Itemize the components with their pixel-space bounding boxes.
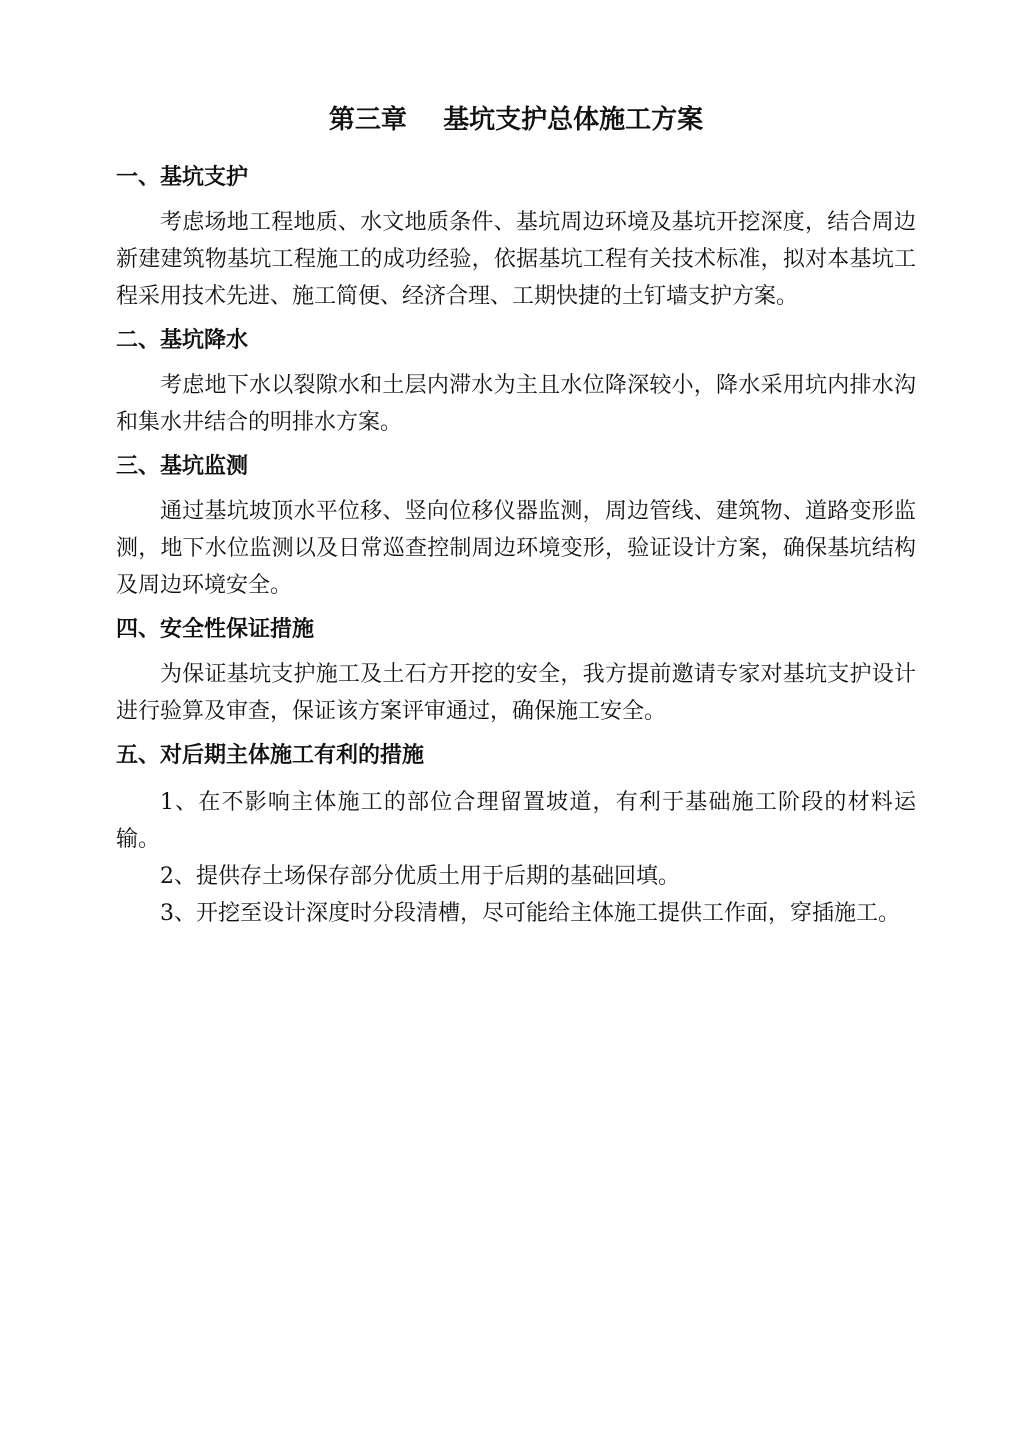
section-paragraph-2: 考虑地下水以裂隙水和土层内滞水为主且水位降深较小，降水采用坑内排水沟和集水井结合的明排水方案。 <box>116 373 916 435</box>
section-heading-1: 一、基坑支护 <box>116 164 249 190</box>
section-paragraph-1: 考虑场地工程地质、水文地质条件、基坑周边环境及基坑开挖深度，结合周边新建建筑物基坑工程施工的成功经验，依据基坑工程有关技术标准，拟对本基坑工程采用技术先进、施工简便、经济合理、工期快捷的土钉墙支护方案。 <box>116 210 916 309</box>
section-paragraph-4: 为保证基坑支护施工及土石方开挖的安全，我方提前邀请专家对基坑支护设计进行验算及审查，保证该方案评审通过，确保施工安全。 <box>116 662 916 724</box>
list-item: 3、开挖至设计深度时分段清槽，尽可能给主体施工提供工作面，穿插施工。 <box>160 901 900 926</box>
section-heading-2: 二、基坑降水 <box>116 327 249 353</box>
section-heading-5: 五、对后期主体施工有利的措施 <box>116 742 425 768</box>
list-item: 2、提供存土场保存部分优质土用于后期的基础回填。 <box>160 864 680 889</box>
list-item: 1、在不影响主体施工的部位合理留置坡道，有利于基础施工阶段的材料运输。 <box>116 790 916 852</box>
chapter-title: 第三章 基坑支护总体施工方案 <box>328 105 704 135</box>
section-paragraph-3: 通过基坑坡顶水平位移、竖向位移仪器监测，周边管线、建筑物、道路变形监测，地下水位监测以及日常巡查控制周边环境变形，验证设计方案，确保基坑结构及周边环境安全。 <box>116 499 916 598</box>
section-heading-3: 三、基坑监测 <box>116 453 249 479</box>
section-heading-4: 四、安全性保证措施 <box>116 616 315 642</box>
document-content <box>116 100 916 932</box>
